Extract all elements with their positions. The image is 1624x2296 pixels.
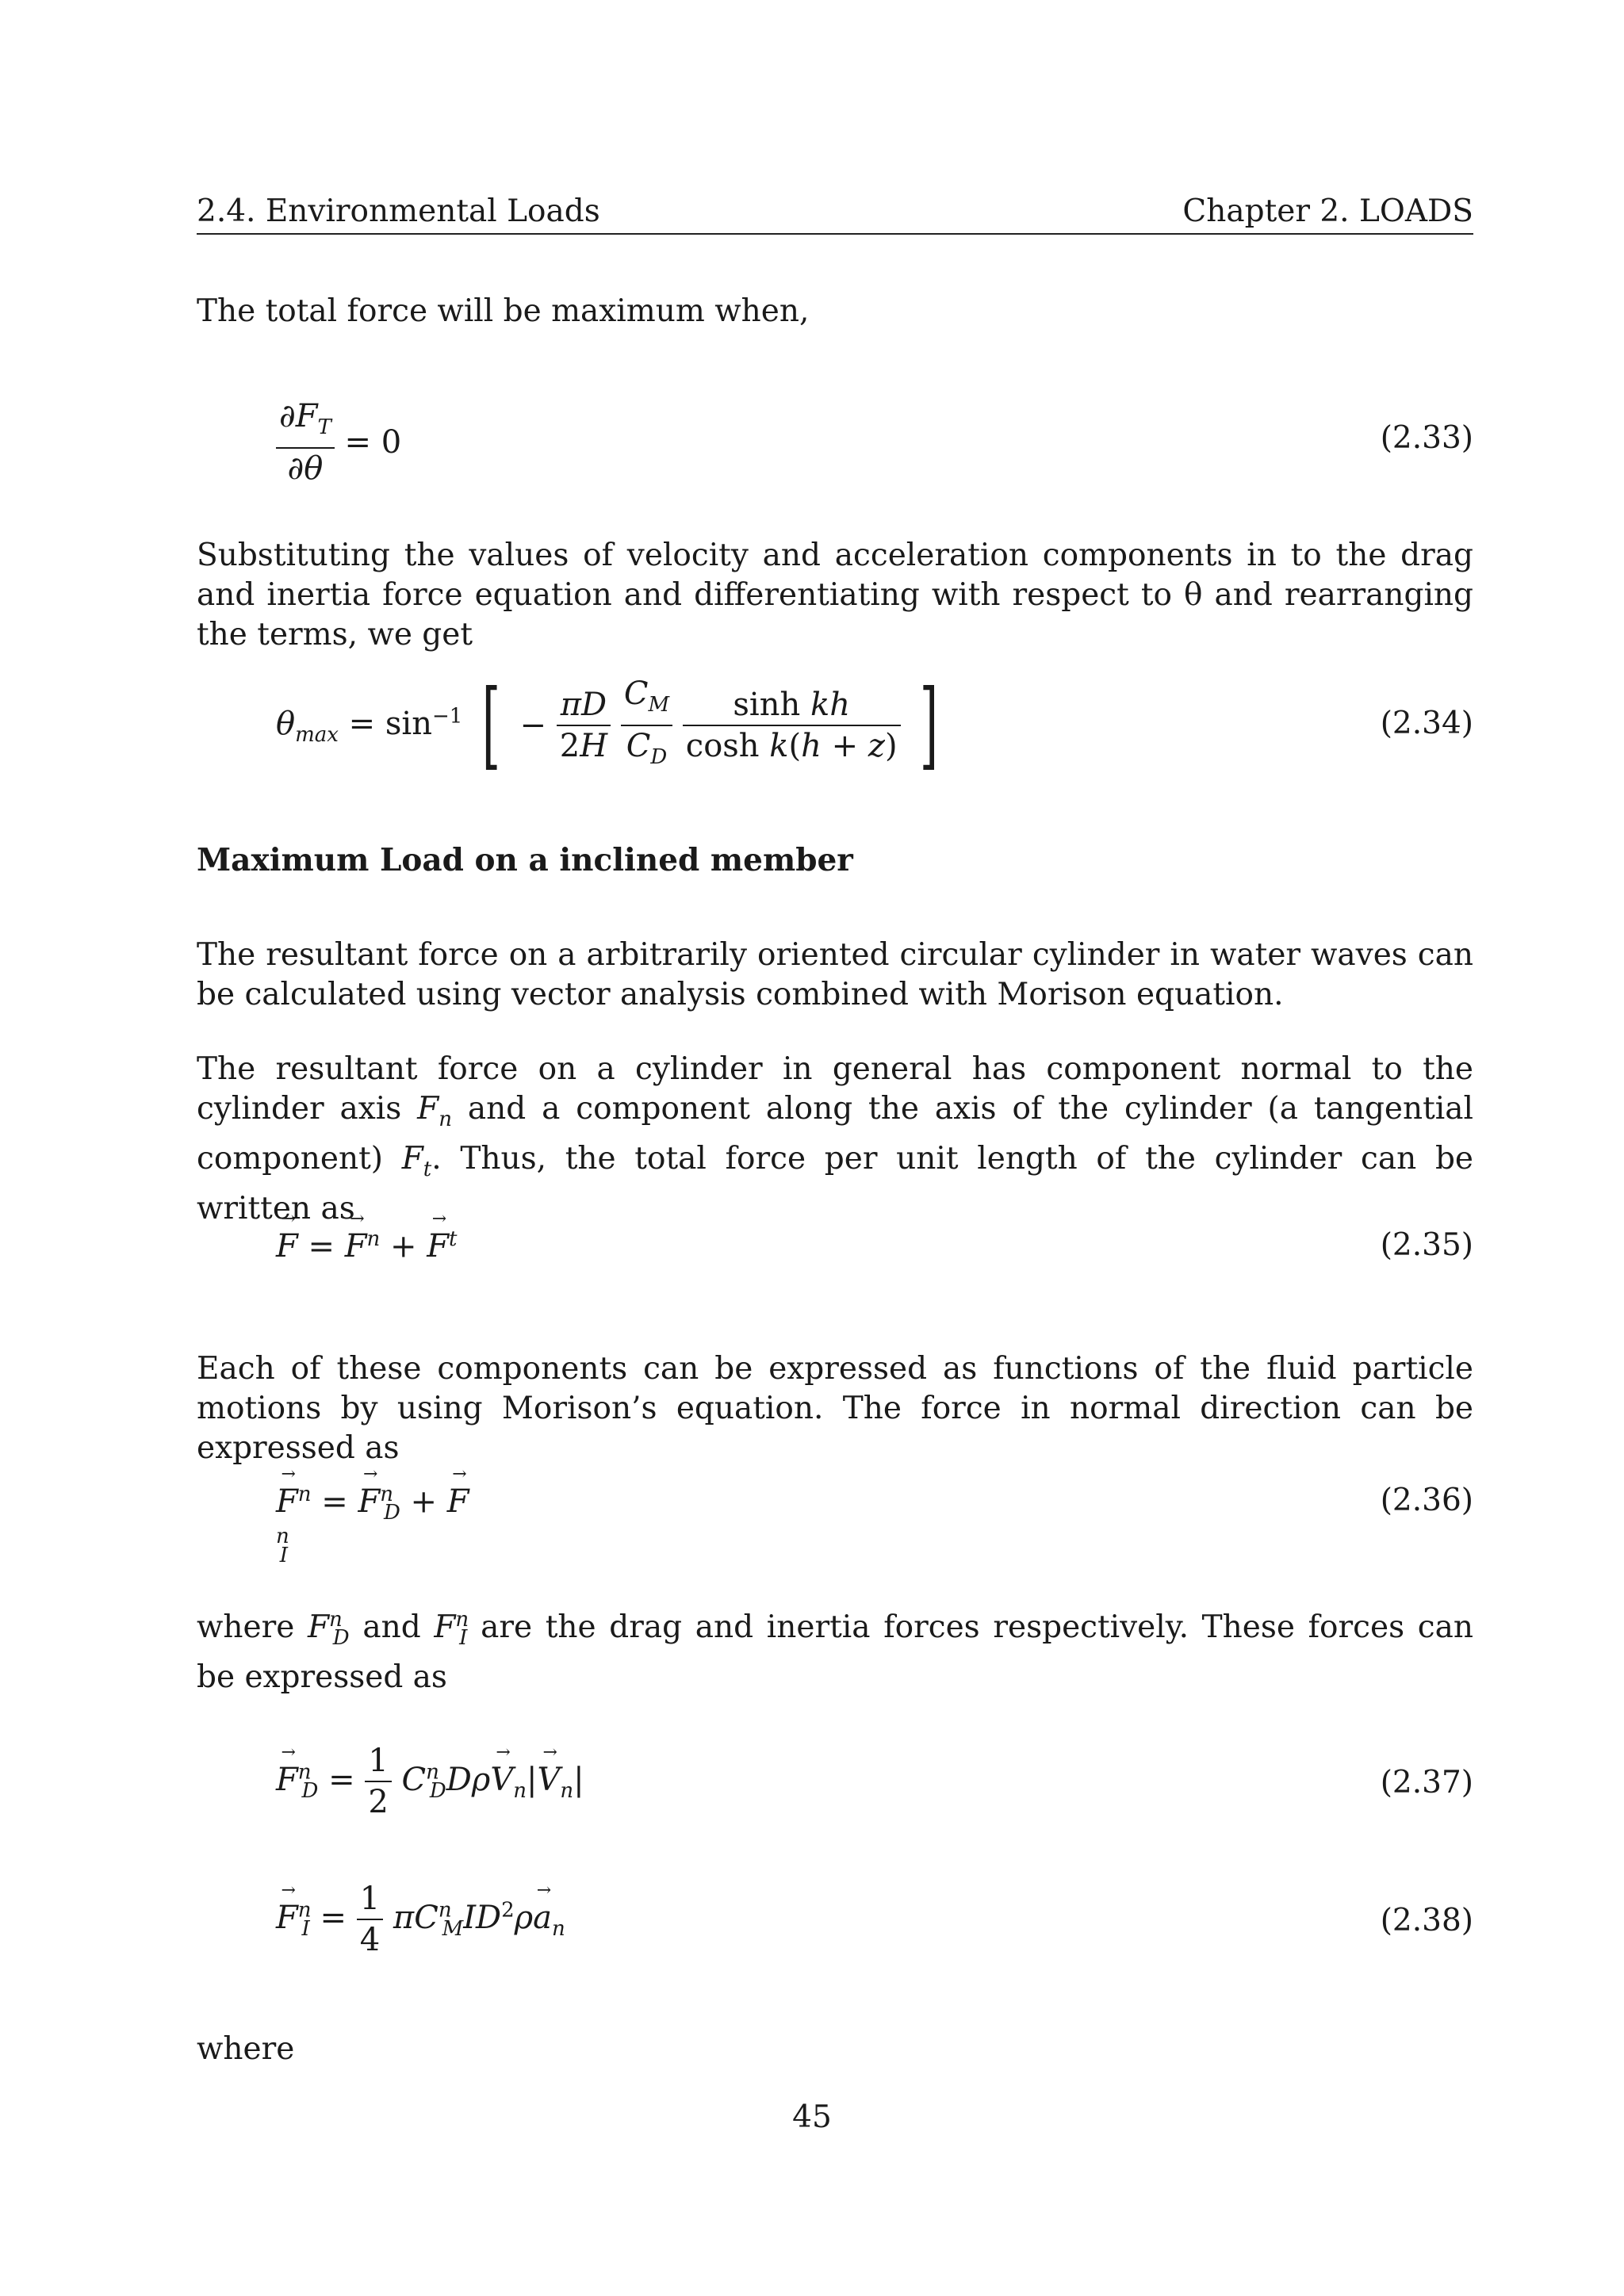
equation-2-34-body: $\theta_{max} = \sin^{-1}$ [ − $\frac{\pi D}{2H}$ $\frac{C_M}{C_D}$ $\frac{\text{sinh kh}}{\text{cosh k(h + z)}}$ ] [276,670,939,780]
equation-number-2-33: (2.33) [1380,420,1473,456]
equation-2-34 [197,670,1473,780]
equation-2-38-body: → $F^n_I$ = $\frac{1}{4}$ $\pi C^n_MID^2\rho\to a_n$ [276,1879,565,1960]
equation-number-2-34: (2.34) [1380,706,1473,741]
equation-2-37 [197,1741,1473,1828]
equation-2-36 [197,1483,1473,1567]
equation-2-38 [197,1879,1473,1966]
equation-number-2-35: (2.35) [1380,1227,1473,1263]
paragraph-total-force: The total force will be maximum when, [197,293,810,329]
equation-2-33 [197,396,1473,487]
equation-2-33-body: $\frac{\partial F_T}{\partial\theta}$ = 0 [276,396,401,488]
paragraph-drag-inertia: where $F^n_D$ and $F^n_I$ are the drag and inertia forces respectively. These forces can be expressed as [197,1608,1473,1695]
paragraph-morison: Each of these components can be expressed as functions of the fluid particle motions by using Morison’s equation. The force in normal direction can be expressed as [197,1351,1473,1466]
section-heading: Maximum Load on a inclined member [197,842,853,878]
page-number: 45 [792,2099,832,2135]
header-section: 2.4. Environmental Loads [197,193,600,229]
paragraph-substituting: Substituting the values of velocity and acceleration components in to the drag and inertia force equation and differentiating with respect to θ and rearranging the terms, we get [197,538,1473,652]
equation-number-2-37: (2.37) [1380,1765,1473,1800]
paragraph-where: where [197,2031,295,2067]
equation-2-37-body: → $F^n_D$ = $\frac{1}{2}$ $C^n_DD\rho\to V_n|\to V_n|$ [276,1741,584,1822]
equation-number-2-38: (2.38) [1380,1903,1473,1938]
equation-2-35 [197,1227,1473,1275]
header-chapter: Chapter 2. LOADS [1182,193,1473,229]
equation-number-2-36: (2.36) [1380,1483,1473,1518]
paragraph-components: The resultant force on a cylinder in general has component normal to the cylinder axis $F_n$ and a component along the axis of the cylinder (a tangential component) $F_t$. Thus, the total force per unit length of the cylinder can be written as [197,1051,1473,1226]
equation-2-36-body: → $F^n$ = → $F^n_D$ + → $F^n_I$ [276,1483,481,1567]
running-header [197,193,1473,235]
paragraph-resultant-force: The resultant force on a arbitrarily oriented circular cylinder in water waves can be calculated using vector analysis combined with Morison equation. [197,937,1473,1012]
equation-2-35-body: → F = → $F^n$ + → $F^t$ [276,1227,457,1265]
